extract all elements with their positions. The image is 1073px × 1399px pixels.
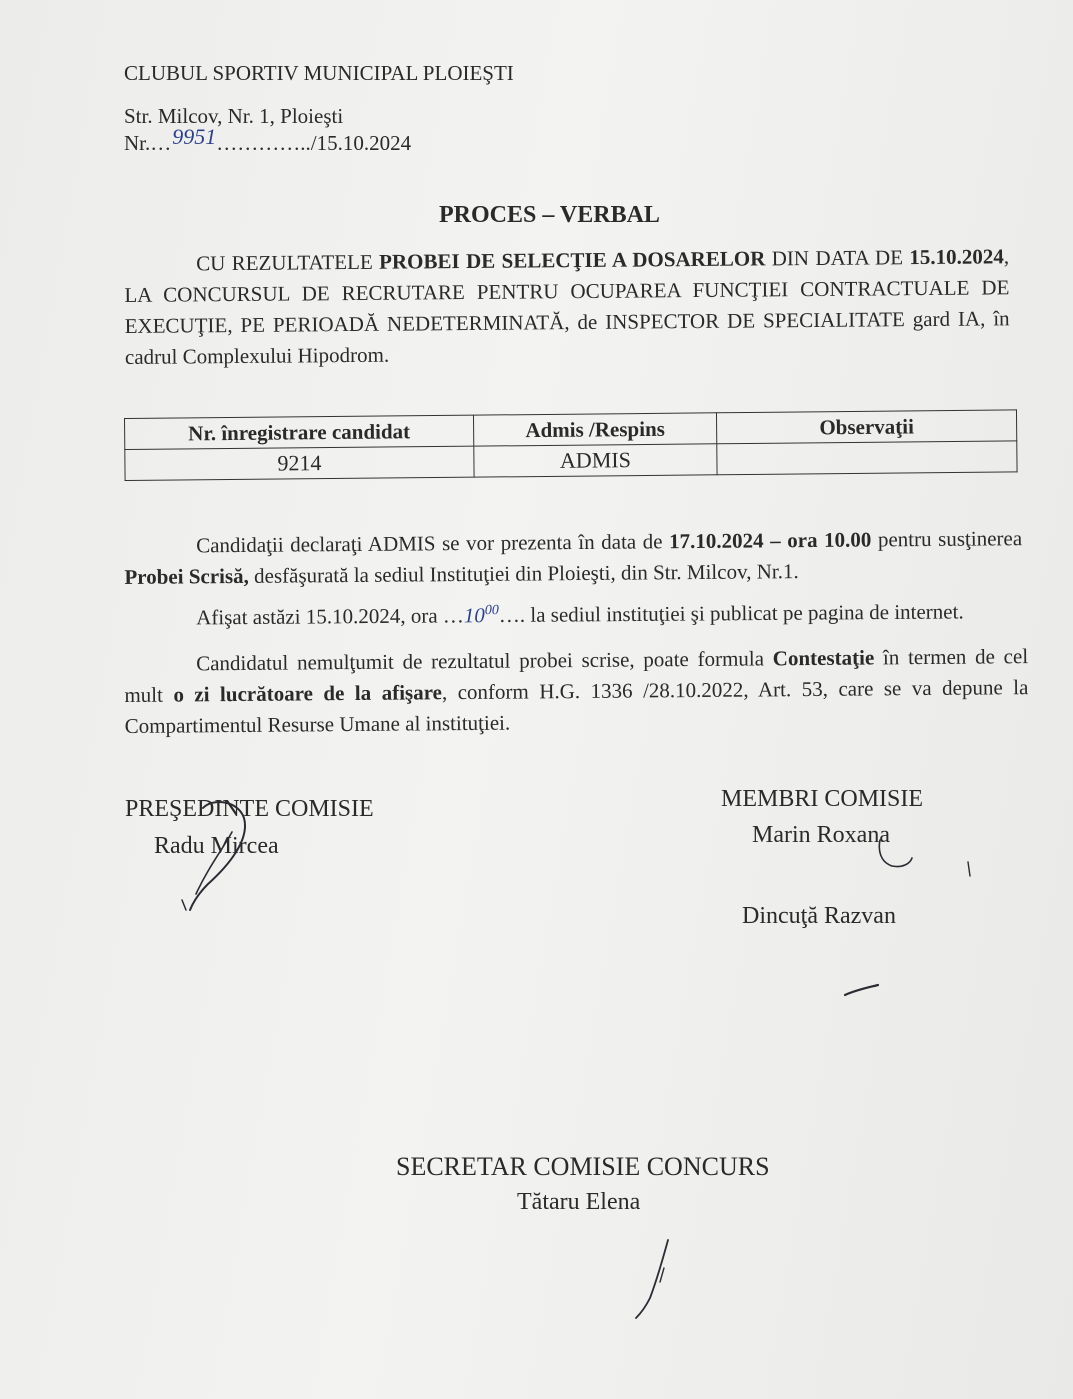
- signature-member-2: [845, 985, 878, 995]
- signature-member-1: [879, 840, 912, 867]
- column-header: Observaţii: [716, 410, 1016, 444]
- handwritten-number: 9951: [172, 124, 217, 149]
- document-title: PROCES – VERBAL: [439, 202, 660, 228]
- registration-number: Nr.…9951…………../15.10.2024: [124, 124, 412, 155]
- member-name: Marin Roxana: [752, 822, 890, 848]
- signature-secretary: [636, 1240, 668, 1318]
- posting-paragraph: Afişat astăzi 15.10.2024, ora $\dots 10^{00}\dots$. la sediul instituţiei şi publicat pe pagina de internet.: [196, 599, 964, 630]
- org-name: CLUBUL SPORTIV MUNICIPAL PLOIEŞTI: [124, 61, 514, 85]
- convocation-paragraph: Candidaţii declaraţi ADMIS se vor prezenta în data de 17.10.2024 – ora 10.00 pentru susţinerea Probei Scrisă, desfăşurată la sediul Instituţiei din Ploieşti, din Str. Milcov, Nr.1.: [124, 526, 1023, 589]
- column-header: Admis /Respins: [473, 413, 716, 446]
- president-title: PREŞEDINTE COMISIE: [125, 796, 374, 822]
- member-name: Dincuţă Razvan: [742, 903, 896, 929]
- members-title: MEMBRI COMISIE: [721, 786, 924, 812]
- secretary-title: SECRETAR COMISIE CONCURS: [396, 1152, 770, 1181]
- table-cell: ADMIS: [474, 444, 717, 477]
- president-name: Radu Mircea: [154, 833, 279, 859]
- secretary-name: Tătaru Elena: [517, 1189, 641, 1215]
- handwritten-hour: $10^{00}$: [463, 603, 499, 628]
- appeal-paragraph: Candidatul nemulţumit de rezultatul probei scrise, poate formula Contestaţie în termen de cel mult o zi lucrătoare de la afişare, conform H.G. 1336 /28.10.2022, Art. 53, care se va depune la Compartimentul Resurse Umane al instituţiei.: [124, 644, 1029, 738]
- org-address: Str. Milcov, Nr. 1, Ploieşti: [124, 104, 344, 128]
- intro-paragraph: CU REZULTATELE PROBEI DE SELECŢIE A DOSARELOR DIN DATA DE 15.10.2024, LA CONCURSUL DE RECRUTARE PENTRU OCUPAREA FUNCŢIEI CONTRACTUALE DE EXECUŢIE, PE PERIOADĂ NEDETERMINATĂ, de INSPECTOR DE SPECIALITATE gard IA, în cadrul Complexului Hipodrom.: [124, 244, 1010, 369]
- column-header: Nr. înregistrare candidat: [125, 415, 474, 449]
- table-cell: 9214: [125, 446, 474, 480]
